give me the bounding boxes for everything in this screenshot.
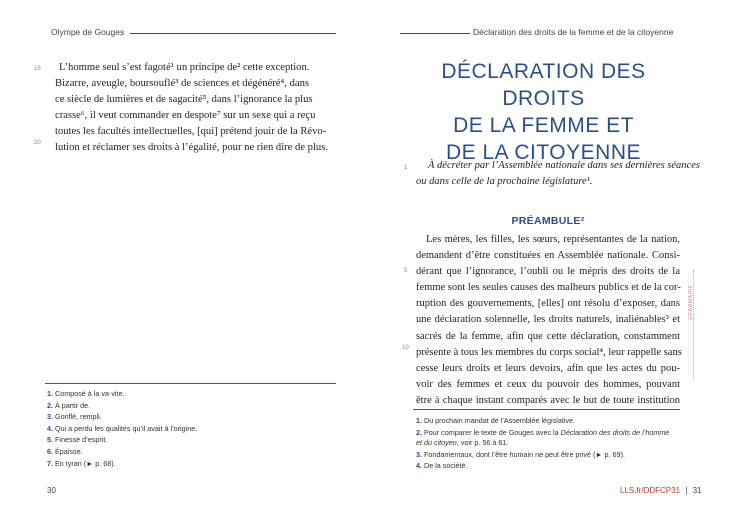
left-running-head: Olympe de Gouges (51, 27, 125, 37)
body-line: Les mères, les filles, les sœurs, représentantes de la nation, (426, 234, 680, 245)
footnote: 1. Du prochain mandat de l’Assemblée législative. (416, 416, 576, 425)
preamble-body (416, 232, 680, 409)
body-line: une déclaration solennelle, les droits naturels, inaliénables³ et (416, 314, 680, 326)
preamble-heading: PRÉAMBULE² (511, 215, 585, 227)
line-number-1: 1 (404, 165, 408, 171)
side-dotted-line (693, 270, 694, 380)
body-line: ce siècle de lumières et de sagacité⁵, dans l’ignorance la plus (55, 94, 313, 106)
right-footnote-rule (413, 409, 680, 410)
footnote: 2. À partir de. (47, 400, 91, 410)
footnote: 4. De la société. (416, 461, 468, 471)
intro-line: À décréter par l’Assemblée nationale dans ses dernières séances (428, 160, 700, 171)
body-line: être à chaque instant comparés avec le but de toute institution (416, 394, 680, 406)
body-line: ruption des gouvernements, [elles] ont résolu d’exposer, dans (416, 298, 680, 310)
page-title (405, 58, 682, 166)
footnote: 7. En tyran (► p. 68). (47, 458, 116, 468)
left-body-text (55, 60, 328, 157)
footer-separator: | (685, 486, 688, 495)
body-line: demandent d’être constituées en Assemblée nationale. Consi- (416, 250, 680, 262)
title-line: DE LA CITOYENNE (445, 141, 641, 164)
body-line: présente à tous les membres du corps social⁴, leur rappelle sans (416, 346, 682, 358)
title-line: DÉCLARATION DES DROITS (441, 60, 646, 110)
body-line: Bizarre, aveugle, boursouflé³ de sciences et dégénéré⁴, dans (55, 78, 309, 90)
right-page-footer (620, 486, 701, 495)
footnote: 2. Pour comparer le texte de Gouges avec la Déclaration des droits de l’homme et du citoyen, voir p. 56 à 61. (416, 427, 670, 447)
right-header-rule (400, 33, 470, 34)
footnote: 1. Composé à la va-vite. (47, 389, 125, 398)
body-line: L’homme seul s’est fagoté¹ un principe de² cette exception. (59, 62, 310, 73)
intro-text (416, 158, 700, 190)
left-page-number: 30 (47, 486, 56, 495)
intro-line: ou dans celle de la prochaine législature¹. (416, 176, 593, 187)
right-page-number: 31 (692, 486, 702, 495)
grammar-side-label: GRAMMAIRE (688, 284, 694, 320)
body-line: crasse⁶, il veut commander en despote⁷ sur un sexe qui a reçu (55, 110, 316, 122)
left-footnotes (47, 388, 337, 469)
body-line: voir des femmes et ceux du pouvoir des hommes, pouvant (416, 378, 680, 390)
body-line: dérant que l’ignorance, l’oubli ou le mépris des droits de la (416, 266, 680, 278)
body-line: lution et réclamer ses droits à l’égalité, pour ne rien dire de plus. (55, 142, 328, 154)
body-line: toutes les facultés intellectuelles, [qui] prétend jouir de la Révo- (55, 126, 327, 138)
left-header-rule (130, 33, 336, 34)
body-line: sacrés de la femme, afin que cette déclaration, constamment (416, 330, 680, 342)
resource-link[interactable]: LLS.fr/DDFCP31 (620, 486, 681, 495)
body-line: cesse leurs droits et leurs devoirs, afin que les actes du pou- (416, 362, 680, 374)
footnote: 3. Gonflé, rempli. (47, 412, 102, 422)
footnote: 6. Épaisse. (47, 446, 83, 456)
footnote: 4. Qui a perdu les qualités qu’il avait à l’origine. (47, 423, 198, 433)
right-footnotes (416, 415, 684, 472)
line-number-20: 20 (34, 140, 41, 146)
left-footnote-rule (45, 383, 336, 384)
line-number-5: 5 (404, 268, 408, 274)
line-number-10: 10 (402, 345, 409, 351)
title-line: DE LA FEMME ET (453, 114, 634, 137)
body-line: femme sont les seules causes des malheurs publics et de la cor- (416, 282, 681, 294)
right-running-head: Déclaration des droits de la femme et de la citoyenne (473, 27, 674, 37)
line-number-15: 15 (34, 66, 41, 72)
footnote: 5. Finesse d’esprit. (47, 435, 108, 445)
footnote: 3. Fondamentaux, dont l’être humain ne peut être privé (► p. 69). (416, 449, 625, 459)
